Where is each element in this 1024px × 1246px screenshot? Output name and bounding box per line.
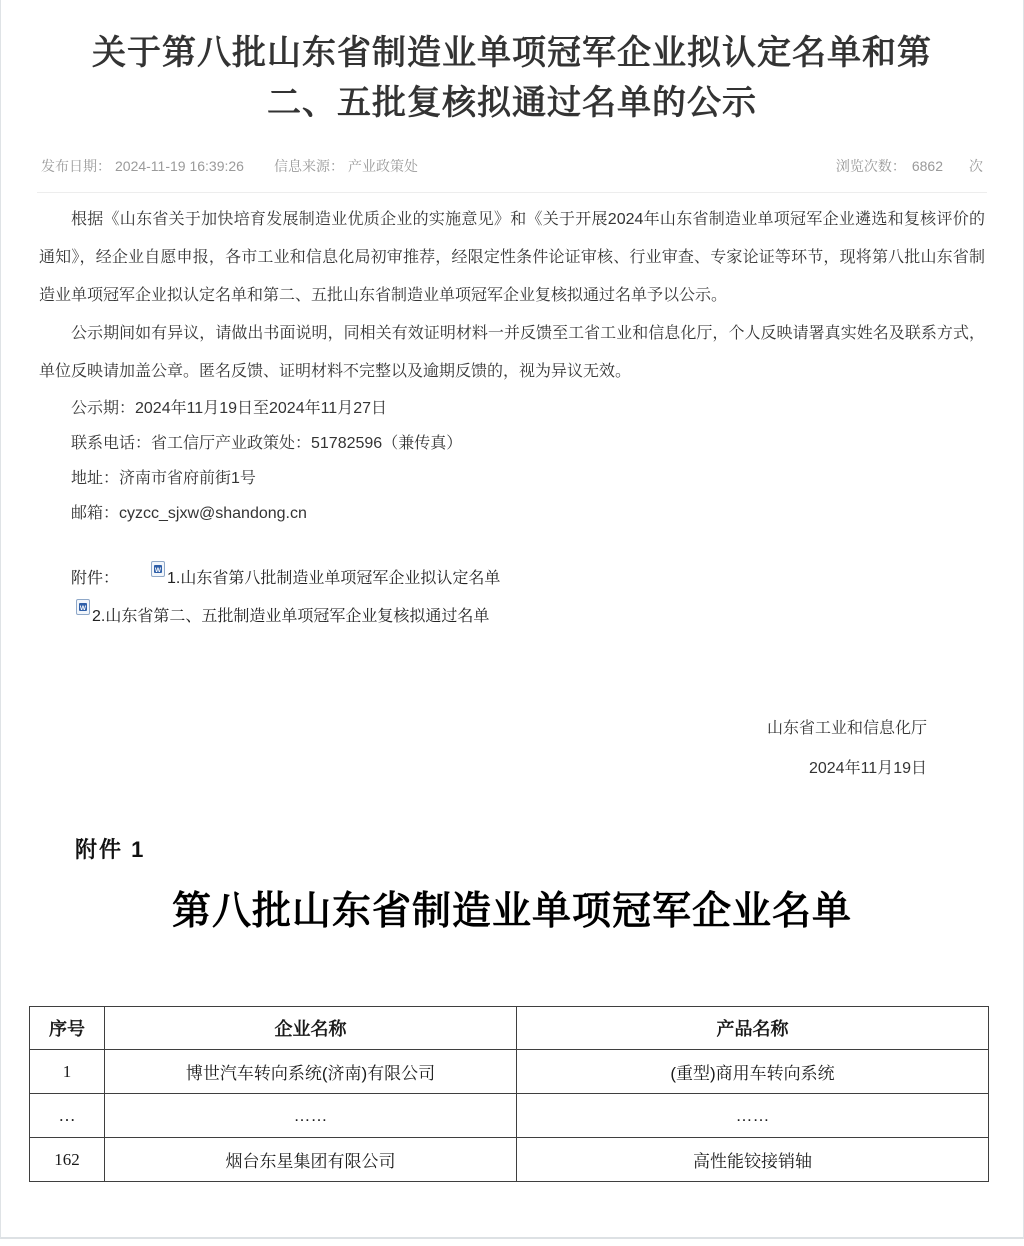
source-value: 产业政策处 [347, 158, 418, 174]
signature-org: 山东省工业和信息化厅 [766, 720, 927, 737]
views-label: 浏览次数： [835, 158, 906, 174]
table-row [30, 1138, 989, 1182]
publicity-period-line: 公示期：2024年11月19日至2024年11月27日 [71, 400, 388, 417]
meta-row [1, 156, 1023, 176]
meta-left [41, 156, 418, 176]
cell-serial: … [30, 1094, 105, 1138]
attachments-label: 附件： [71, 570, 120, 587]
table-row [30, 1050, 989, 1094]
cell-company: 烟台东星集团有限公司 [105, 1138, 517, 1182]
meta-right [836, 156, 983, 176]
email-line: 邮箱：cyzcc_sjxw@shandong.cn [71, 505, 307, 522]
cell-product: …… [517, 1094, 989, 1138]
attachment-link-2[interactable]: 2.山东省第二、五批制造业单项冠军企业复核拟通过名单 [92, 608, 490, 625]
col-header-serial: 序号 [30, 1007, 105, 1050]
attachments-block [39, 557, 985, 633]
signature-date: 2024年11月19日 [808, 760, 927, 777]
views-unit: 次 [969, 158, 983, 174]
cell-serial: 1 [30, 1050, 105, 1094]
cell-company: 博世汽车转向系统(济南)有限公司 [105, 1050, 517, 1094]
document-body [1, 201, 1023, 789]
table-row-ellipsis [30, 1094, 989, 1138]
svg-text:W: W [79, 604, 87, 612]
word-doc-icon [76, 595, 90, 627]
cell-serial: 162 [30, 1138, 105, 1182]
svg-text:W: W [154, 566, 162, 574]
appendix-table [29, 1006, 989, 1182]
word-doc-icon [119, 557, 165, 589]
publish-date-label: 发布日期： [41, 158, 111, 174]
contact-phone-line: 联系电话：省工信厅产业政策处：51782596（兼传真） [71, 435, 463, 452]
col-header-product: 产品名称 [517, 1007, 989, 1050]
signature-block [39, 709, 985, 789]
attachment-link-1[interactable]: 1.山东省第八批制造业单项冠军企业拟认定名单 [167, 570, 501, 587]
paragraph-objection: 公示期间如有异议，请做出书面说明，同相关有效证明材料一并反馈至工省工业和信息化厅，个人反映请署真实姓名及联系方式，单位反映请加盖公章。匿名反馈、证明材料不完整以及逾期反馈的，视为异议无效。 [39, 325, 985, 380]
page-title-line-2: 二、五批复核拟通过名单的公示 [267, 84, 757, 122]
cell-product: 高性能铰接销轴 [517, 1138, 989, 1182]
paragraph-basis: 根据《山东省关于加快培育发展制造业优质企业的实施意见》和《关于开展2024年山东省制造业单项冠军企业遴选和复核评价的通知》，经企业自愿申报，各市工业和信息化局初审推荐，经限定性条件论证审核、行业审查、专家论证等环节，现将第八批山东省制造业单项冠军企业拟认定名单和第二、五批山东省制造业单项冠军企业复核拟通过名单予以公示。 [39, 211, 985, 304]
appendix-label: 附件 1 [75, 837, 146, 862]
address-line: 地址：济南市省府前街1号 [71, 470, 256, 487]
col-header-company: 企业名称 [105, 1007, 517, 1050]
table-header-row [30, 1007, 989, 1050]
header-divider [37, 192, 987, 193]
cell-company: …… [105, 1094, 517, 1138]
source-label: 信息来源： [273, 158, 344, 174]
page-title [1, 28, 1023, 128]
publish-date-value: 2024-11-19 16:39:26 [115, 158, 244, 174]
views-count: 6862 [911, 158, 943, 174]
page-title-line-1: 关于第八批山东省制造业单项冠军企业拟认定名单和第 [92, 34, 932, 72]
appendix-title: 第八批山东省制造业单项冠军企业名单 [171, 890, 852, 933]
cell-product: (重型)商用车转向系统 [517, 1050, 989, 1094]
